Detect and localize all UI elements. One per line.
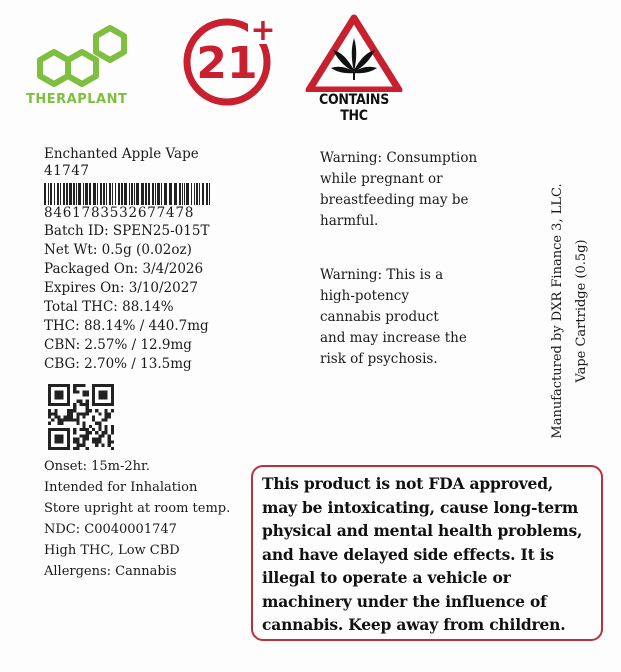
potency-note: High THC, Low CBD — [44, 543, 180, 558]
intended-use: Intended for Inhalation — [44, 480, 198, 495]
fda-warning-line: may be intoxicating, cause long-term — [262, 497, 579, 517]
potency-warning-line: and may increase the — [320, 330, 467, 346]
fda-warning-line: cannabis. Keep away from children. — [262, 615, 566, 634]
pregnancy-warning-line: breastfeeding may be — [320, 192, 469, 208]
net-weight: Net Wt: 0.5g (0.02oz) — [44, 242, 192, 258]
potency-warning-line: risk of psychosis. — [320, 351, 438, 367]
fda-warning-box — [251, 465, 603, 641]
age-21-plus-icon — [180, 8, 280, 108]
pregnancy-warning-line: Warning: Consumption — [320, 150, 478, 166]
ndc-number: NDC: C0040001747 — [44, 522, 177, 537]
product-type-text: Vape Cartridge (0.5g) — [574, 239, 589, 383]
warnings-column — [320, 148, 520, 370]
fda-warning-line: and have delayed side effects. It is — [262, 544, 554, 564]
brand-name: THERAPLANT — [26, 92, 128, 107]
cbn-content: CBN: 2.57% / 12.9mg — [44, 337, 192, 353]
pregnancy-warning-line: harmful. — [320, 213, 379, 229]
potency-warning-line: cannabis product — [320, 309, 439, 325]
potency-warning-line: high-potency — [320, 288, 409, 304]
cbg-content: CBG: 2.70% / 13.5mg — [44, 356, 192, 372]
fda-warning-line: physical and mental health problems, — [262, 521, 583, 540]
pregnancy-warning-line: while pregnant or — [320, 171, 443, 187]
age-badge-number: 21 — [196, 38, 258, 89]
product-info-column — [44, 146, 264, 582]
age-badge-plus: + — [250, 13, 276, 48]
barcode-icon — [44, 183, 214, 205]
total-thc: Total THC: 88.14% — [44, 299, 174, 315]
allergens: Allergens: Cannabis — [44, 564, 177, 579]
storage-instructions: Store upright at room temp. — [44, 501, 231, 516]
expires-on: Expires On: 3/10/2027 — [44, 280, 198, 296]
contains-thc-caption: CONTAINS THC — [318, 92, 390, 124]
potency-warning-line: Warning: This is a — [320, 267, 444, 283]
pregnancy-warning — [320, 148, 520, 232]
manufacturer-text: Manufactured by DXR Finance 3, LLC. — [550, 183, 565, 439]
potency-warning — [320, 265, 520, 370]
side-text-panel — [540, 180, 600, 442]
packaged-on: Packaged On: 3/4/2026 — [44, 261, 204, 277]
fda-warning-line: This product is not FDA approved, — [262, 474, 554, 493]
side-text — [546, 183, 594, 438]
qr-code-icon — [48, 384, 114, 450]
batch-id: Batch ID: SPEN25-015T — [44, 223, 210, 239]
thc-content: THC: 88.14% / 440.7mg — [44, 318, 209, 334]
fda-warning-line: illegal to operate a vehicle or — [262, 568, 511, 587]
barcode-number: 8461783532677478 — [44, 205, 195, 221]
usage-details — [44, 456, 264, 582]
onset-time: Onset: 15m-2hr. — [44, 459, 150, 474]
product-name: Enchanted Apple Vape — [44, 146, 199, 162]
product-sku: 41747 — [44, 163, 90, 179]
fda-warning-line: machinery under the influence of — [262, 591, 547, 611]
